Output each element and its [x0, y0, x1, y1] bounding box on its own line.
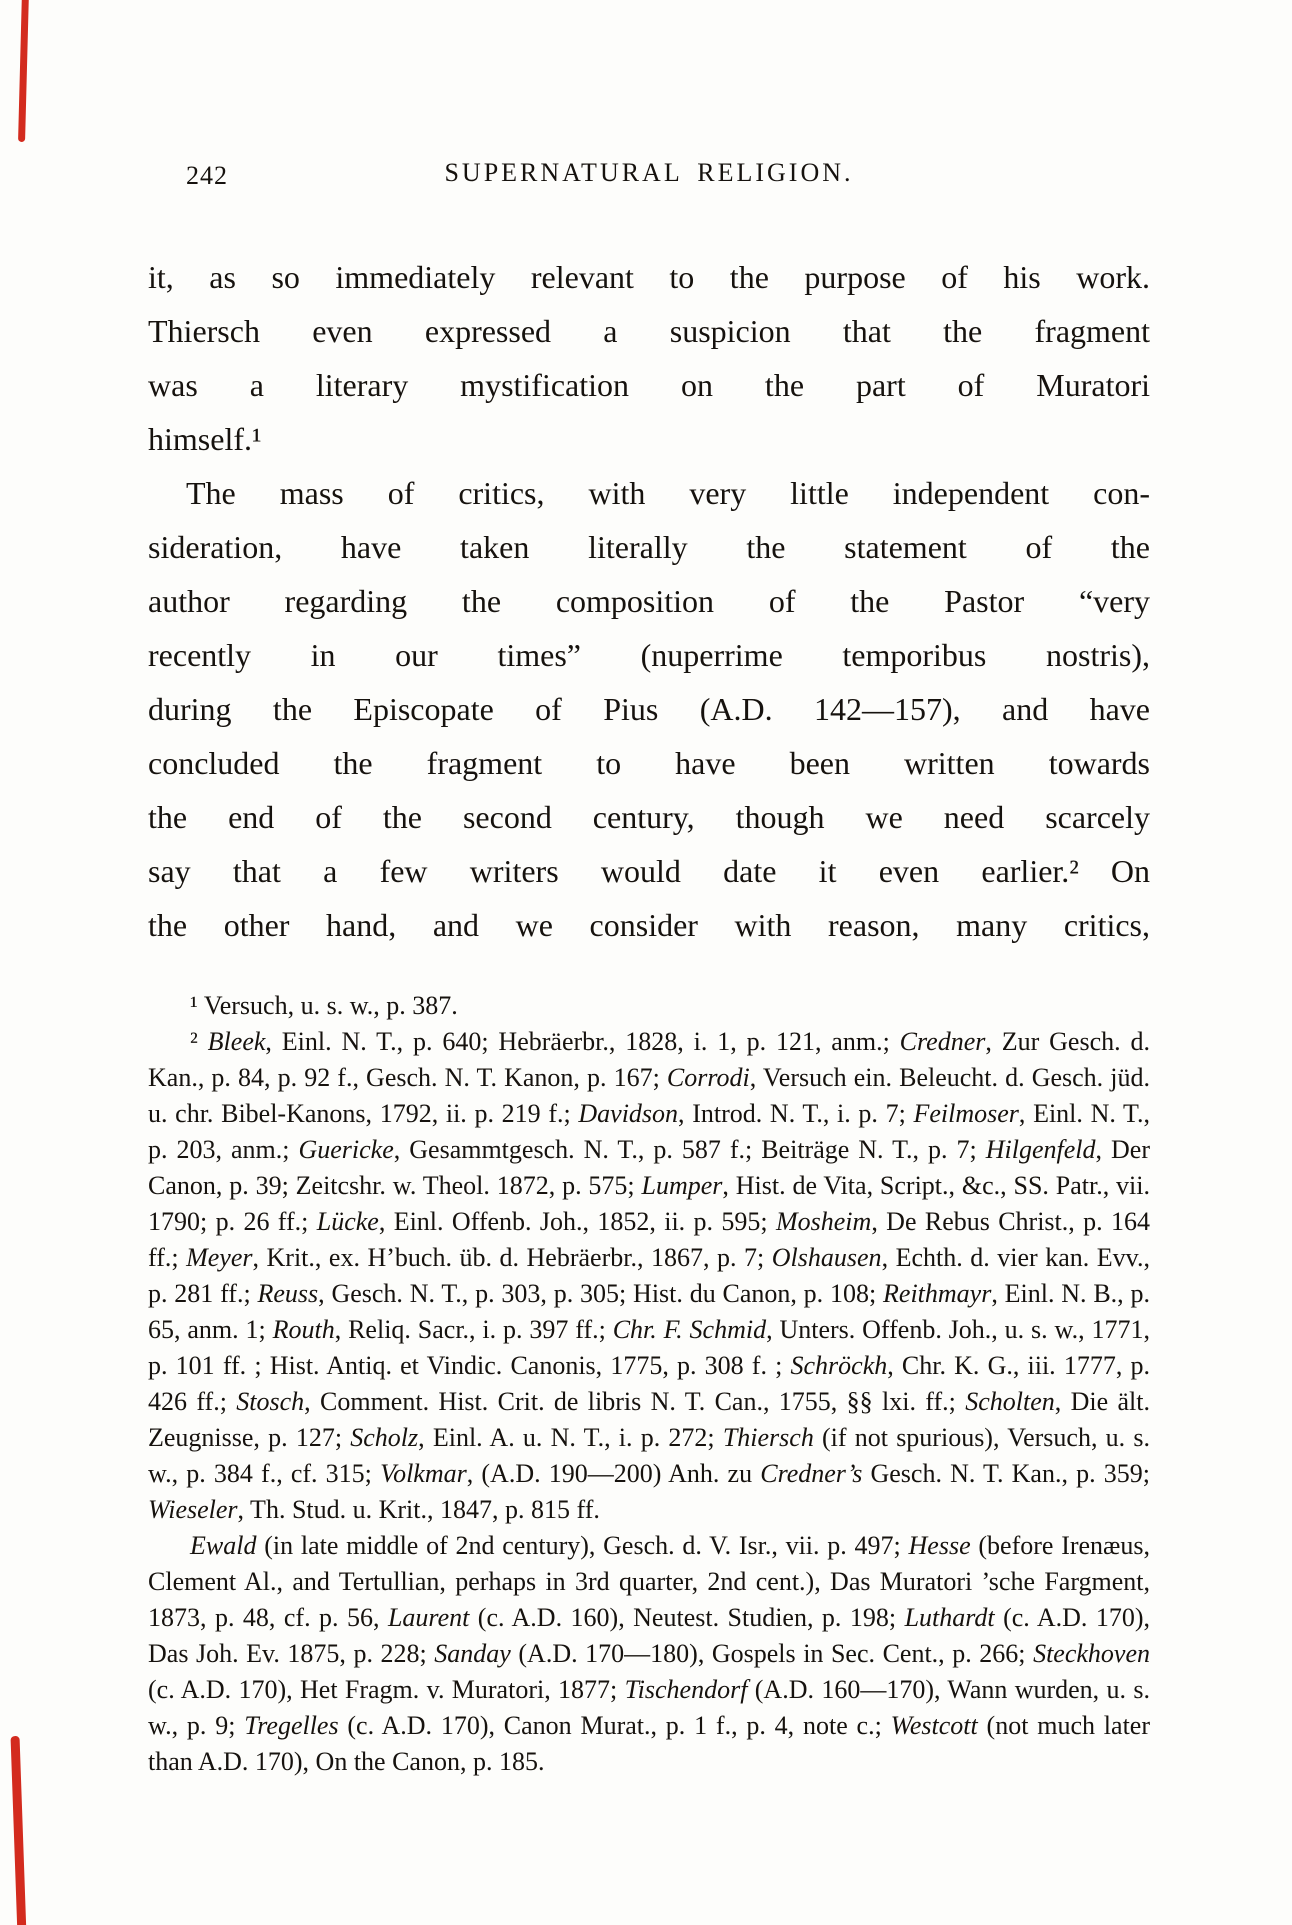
- footnote-text: (in late middle of 2nd century), Gesch. d. V. Isr., vii. p. 497;: [256, 1531, 909, 1560]
- footnote-author-name: Davidson: [578, 1099, 679, 1128]
- footnote-text: , (A.D. 190—200) Anh. zu: [466, 1459, 761, 1488]
- footnote-author-name: Reuss: [257, 1279, 319, 1308]
- footnote-author-name: Scholz: [350, 1423, 419, 1452]
- footnote-author-name: Lumper: [641, 1171, 723, 1200]
- footnote-author-name: Corrodi: [666, 1063, 750, 1092]
- body-line: Thiersch even expressed a suspicion that the fragment: [148, 313, 1150, 349]
- running-header-title: SUPERNATURAL RELIGION.: [444, 158, 854, 187]
- footnote-author-name: Schröckh: [790, 1351, 888, 1380]
- body-text: [148, 250, 1150, 952]
- footnotes: [148, 988, 1150, 1780]
- footnote-text: , Einl. Offenb. Joh., 1852, ii. p. 595;: [378, 1207, 776, 1236]
- footnote-text: , Der Canon, p. 39; Zeitcshr. w. Theol. 1872, p. 575;: [148, 1135, 1150, 1200]
- footnote-text: (c. A.D. 170), Das Joh. Ev. 1875, p. 228;: [148, 1603, 1150, 1668]
- footnote-text: (A.D. 160—170), Wann wurden, u. s. w., p. 9;: [148, 1675, 1150, 1740]
- footnote-text: , Einl. N. T., p. 640; Hebräerbr., 1828, i. 1, p. 121, anm.;: [265, 1027, 900, 1056]
- footnote-author-name: Wieseler: [148, 1495, 238, 1524]
- footnote-paragraph: [148, 988, 1150, 1024]
- footnote-text: (c. A.D. 170), Het Fragm. v. Muratori, 1877;: [148, 1675, 625, 1704]
- footnote-author-name: Olshausen: [771, 1243, 882, 1272]
- footnote-author-name: Hilgenfeld: [985, 1135, 1096, 1164]
- footnote-text: (not much later than A.D. 170), On the Canon, p. 185.: [148, 1711, 1150, 1776]
- footnote-text: , Die ält. Zeugnisse, p. 127;: [148, 1387, 1150, 1452]
- footnote-text: , Echth. d. vier kan. Evv., p. 281 ff.;: [148, 1243, 1150, 1308]
- running-header: [148, 158, 1150, 194]
- body-line: himself.¹: [148, 421, 262, 457]
- footnote-text: , Krit., ex. H’buch. üb. d. Hebräerbr., 1867, p. 7;: [252, 1243, 772, 1272]
- footnote-text: (A.D. 170—180), Gospels in Sec. Cent., p. 266;: [510, 1639, 1034, 1668]
- red-margin-mark-top: [18, 0, 29, 142]
- footnote-text: , Unters. Offenb. Joh., u. s. w., 1771, p. 101 ff. ; Hist. Antiq. et Vindic. Canonis, 1775, p. 308 f. ;: [148, 1315, 1150, 1380]
- footnote-author-name: Lücke: [316, 1207, 379, 1236]
- body-line: concluded the fragment to have been written towards: [148, 745, 1150, 781]
- footnote-text: , Gesch. N. T., p. 303, p. 305; Hist. du Canon, p. 108;: [318, 1279, 884, 1308]
- footnote-text: , Gesammtgesch. N. T., p. 587 f.; Beiträge N. T., p. 7;: [393, 1135, 986, 1164]
- footnote-author-name: Westcott: [890, 1711, 978, 1740]
- footnote-author-name: Bleek: [207, 1027, 266, 1056]
- body-line: during the Episcopate of Pius (A.D. 142—157), and have: [148, 691, 1150, 727]
- footnote-text: , Zur Gesch. d. Kan., p. 84, p. 92 f., Gesch. N. T. Kanon, p. 167;: [148, 1027, 1150, 1092]
- footnote-author-name: Credner’s: [760, 1459, 863, 1488]
- footnote-author-name: Volkmar: [380, 1459, 467, 1488]
- footnote-text: ²: [190, 1027, 208, 1056]
- footnote-author-name: Hesse: [908, 1531, 971, 1560]
- footnote-author-name: Routh: [272, 1315, 335, 1344]
- page-content: [148, 158, 1150, 1780]
- footnote-text: , Comment. Hist. Crit. de libris N. T. Can., 1755, §§ lxi. ff.;: [304, 1387, 966, 1416]
- page-number: 242: [186, 161, 228, 190]
- body-line: author regarding the composition of the Pastor “very: [148, 583, 1150, 619]
- red-margin-mark-bottom: [11, 1736, 27, 1925]
- body-line: was a literary mystification on the part of Muratori: [148, 367, 1150, 403]
- body-line: sideration, have taken literally the statement of the: [148, 529, 1150, 565]
- footnote-author-name: Laurent: [387, 1603, 470, 1632]
- footnote-author-name: Feilmoser: [913, 1099, 1019, 1128]
- footnote-text: , Introd. N. T., i. p. 7;: [678, 1099, 914, 1128]
- footnote-author-name: Ewald: [190, 1531, 257, 1560]
- footnote-text: , Reliq. Sacr., i. p. 397 ff.;: [334, 1315, 613, 1344]
- footnote-paragraph: [148, 1528, 1150, 1780]
- body-line: the end of the second century, though we need scarcely: [148, 799, 1150, 835]
- footnote-author-name: Reithmayr: [883, 1279, 992, 1308]
- footnote-author-name: Scholten: [965, 1387, 1055, 1416]
- footnote-text: (if not spurious), Versuch, u. s. w., p. 384 f., cf. 315;: [148, 1423, 1150, 1488]
- footnote-author-name: Sanday: [434, 1639, 511, 1668]
- footnote-text: (c. A.D. 160), Neutest. Studien, p. 198;: [469, 1603, 905, 1632]
- footnote-paragraph: [148, 1024, 1150, 1528]
- footnote-author-name: Luthardt: [904, 1603, 995, 1632]
- footnote-text: , Chr. K. G., iii. 1777, p. 426 ff.;: [148, 1351, 1150, 1416]
- footnote-author-name: Credner: [899, 1027, 986, 1056]
- footnote-text: (c. A.D. 170), Canon Murat., p. 1 f., p. 4, note c.;: [338, 1711, 891, 1740]
- footnote-text: , Einl. N. T., p. 203, anm.;: [148, 1099, 1151, 1164]
- footnote-text: , Einl. N. B., p. 65, anm. 1;: [148, 1279, 1150, 1344]
- body-line: it, as so immediately relevant to the purpose of his work.: [148, 259, 1150, 295]
- footnote-text: , De Rebus Christ., p. 164 ff.;: [148, 1207, 1150, 1272]
- footnote-author-name: Mosheim: [775, 1207, 872, 1236]
- footnote-text: ¹ Versuch, u. s. w., p. 387.: [190, 991, 458, 1020]
- footnote-text: (before Irenæus, Clement Al., and Tertullian, perhaps in 3rd quarter, 2nd cent.), Das Muratori ’sche Fargment, 1873, p. 48, cf. p. 56,: [148, 1531, 1151, 1632]
- body-line: recently in our times” (nuperrime temporibus nostris),: [148, 637, 1150, 673]
- footnote-text: , Versuch ein. Beleucht. d. Gesch. jüd. u. chr. Bibel-Kanons, 1792, ii. p. 219 f.;: [148, 1063, 1151, 1128]
- footnote-text: , Einl. A. u. N. T., i. p. 272;: [418, 1423, 723, 1452]
- footnote-author-name: Chr. F. Schmid: [612, 1315, 767, 1344]
- footnote-text: Gesch. N. T. Kan., p. 359;: [862, 1459, 1150, 1488]
- footnote-author-name: Tischendorf: [624, 1675, 748, 1704]
- footnote-author-name: Guericke: [298, 1135, 394, 1164]
- body-line: The mass of critics, with very little independent con-: [186, 475, 1150, 511]
- footnote-author-name: Meyer: [186, 1243, 253, 1272]
- footnote-author-name: Tregelles: [244, 1711, 339, 1740]
- footnote-text: , Th. Stud. u. Krit., 1847, p. 815 ff.: [237, 1495, 600, 1524]
- footnote-author-name: Steckhoven: [1033, 1639, 1150, 1668]
- body-line: the other hand, and we consider with reason, many critics,: [148, 907, 1150, 943]
- body-line: say that a few writers would date it even earlier.² On: [148, 853, 1150, 889]
- footnote-author-name: Thiersch: [722, 1423, 814, 1452]
- footnote-text: , Hist. de Vita, Script., &c., SS. Patr., vii. 1790; p. 26 ff.;: [148, 1171, 1150, 1236]
- footnote-author-name: Stosch: [236, 1387, 305, 1416]
